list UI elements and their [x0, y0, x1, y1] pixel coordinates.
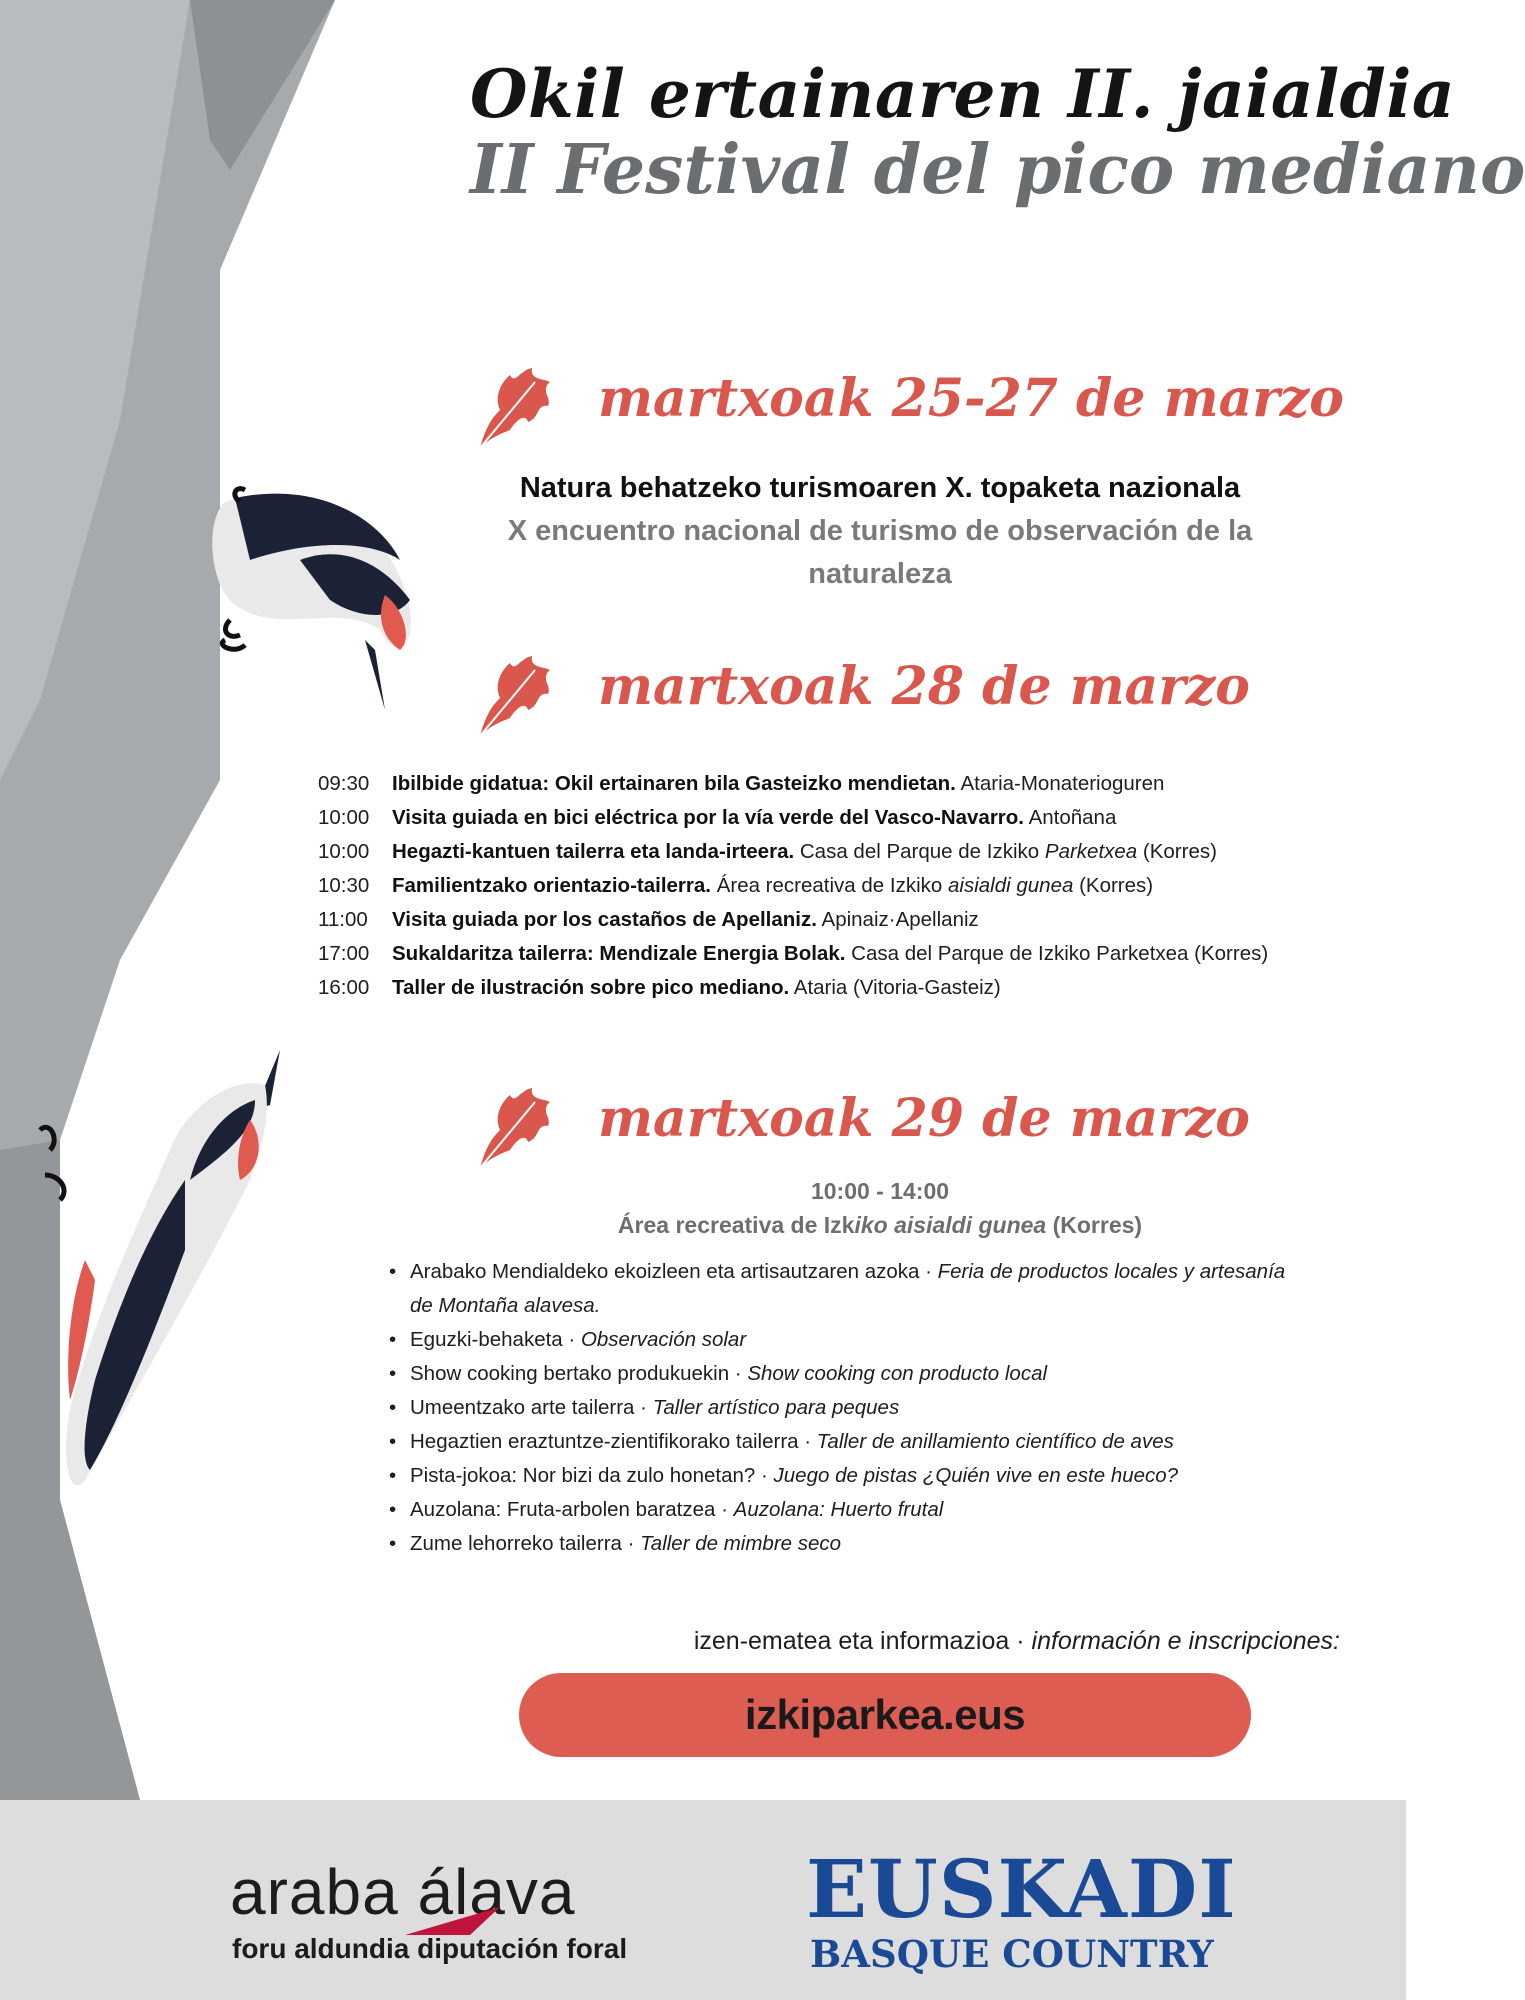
schedule-row	[318, 835, 1398, 869]
encuentro-basque: Natura behatzeko turismoaren X. topaketa nazionala	[519, 472, 1241, 504]
activity-spanish: Taller de anillamiento científico de aves	[816, 1430, 1174, 1453]
bullet-icon: •	[389, 1464, 397, 1487]
activity-basque: Eguzki-behaketa ·	[410, 1328, 576, 1351]
list-item	[386, 1323, 1286, 1357]
schedule-row	[318, 971, 1398, 1005]
activity-spanish: Juego de pistas ¿Quién vive en este hueco?	[773, 1464, 1179, 1487]
schedule-place-town: (Korres)	[1142, 840, 1217, 863]
day29-info	[440, 1174, 1320, 1242]
activity-spanish: Taller artístico para peques	[652, 1396, 900, 1419]
activity-basque: Pista-jokoa: Nor bizi da zulo honetan? ·	[410, 1464, 768, 1487]
schedule-list	[318, 767, 1398, 1005]
woodpecker-lower	[40, 1050, 280, 1485]
schedule-place-main: Casa del Parque de Izkiko	[799, 840, 1040, 863]
activity-spanish: Observación solar	[580, 1328, 747, 1351]
araba-logo-name: araba álava	[230, 1856, 576, 1928]
schedule-place: Casa del Parque de Izkiko Parketxea (Korres)	[851, 942, 1269, 965]
schedule-row	[318, 937, 1398, 971]
bullet-icon: •	[389, 1328, 397, 1351]
schedule-time: 10:30	[318, 874, 370, 897]
schedule-title: Sukaldaritza tailerra: Mendizale Energia Bolak.	[392, 942, 846, 965]
info-line	[440, 1627, 1340, 1656]
encuentro-block	[440, 468, 1320, 596]
activity-basque: Zume lehorreko tailerra ·	[410, 1532, 635, 1555]
bullet-icon: •	[389, 1532, 397, 1555]
euskadi-logo	[806, 1842, 1237, 1982]
schedule-time: 17:00	[318, 942, 370, 965]
list-item	[386, 1527, 1286, 1561]
list-item	[386, 1391, 1286, 1425]
schedule-row	[318, 903, 1398, 937]
activity-basque: Auzolana: Fruta-arbolen baratzea ·	[410, 1498, 728, 1521]
schedule-row	[318, 869, 1398, 903]
activity-spanish: Show cooking con producto local	[747, 1362, 1048, 1385]
bullet-icon: •	[389, 1396, 397, 1419]
schedule-title: Taller de ilustración sobre pico mediano.	[392, 976, 790, 999]
oak-leaf-icon	[470, 648, 560, 744]
info-basque: izen-ematea eta informazioa ·	[693, 1627, 1025, 1655]
schedule-time: 11:00	[318, 908, 368, 931]
schedule-place-town: (Korres)	[1079, 874, 1154, 897]
activity-basque: Arabako Mendialdeko ekoizleen eta artisautzaren azoka ·	[410, 1260, 932, 1283]
schedule-row	[318, 801, 1398, 835]
activity-basque: Umeentzako arte tailerra ·	[410, 1396, 647, 1419]
schedule-place	[800, 840, 1217, 863]
schedule-title: Visita guiada en bici eléctrica por la vía verde del Vasco-Navarro.	[392, 806, 1024, 829]
schedule-title: Ibilbide gidatua: Okil ertainaren bila Gasteizko mendietan.	[392, 772, 956, 795]
schedule-title: Hegazti-kantuen tailerra eta landa-irteera.	[392, 840, 795, 863]
activity-spanish: Feria de productos locales y artesanía de Montaña alavesa.	[410, 1260, 1286, 1317]
araba-alava-logo	[230, 1855, 660, 1975]
info-spanish: información e inscripciones:	[1031, 1627, 1340, 1655]
activity-spanish: Auzolana: Huerto frutal	[733, 1498, 944, 1521]
day29-place-italic: iko aisialdi gunea	[854, 1212, 1047, 1238]
date-label: martxoak 28 de marzo	[598, 656, 1250, 717]
oak-leaf-icon	[470, 1080, 560, 1176]
title-basque: Okil ertainaren II. jaialdia	[470, 55, 1456, 133]
day29-place	[440, 1208, 1320, 1242]
schedule-time: 10:00	[318, 840, 370, 863]
date-label: martxoak 25-27 de marzo	[598, 368, 1344, 429]
activity-spanish: Taller de mimbre seco	[640, 1532, 842, 1555]
schedule-place: Ataria-Monaterioguren	[960, 772, 1165, 795]
araba-logo-sub: foru aldundia diputación foral	[232, 1933, 628, 1964]
day29-place-main: Área recreativa de Izk	[617, 1212, 855, 1238]
bullet-icon: •	[389, 1362, 397, 1385]
list-item	[386, 1357, 1286, 1391]
schedule-place-italic: aisialdi gunea	[948, 874, 1074, 897]
list-item	[386, 1255, 1286, 1323]
bullet-icon: •	[389, 1498, 397, 1521]
schedule-title: Visita guiada por los castaños de Apellaniz.	[392, 908, 817, 931]
day29-time: 10:00 - 14:00	[810, 1178, 950, 1204]
date-heading-3	[470, 1080, 1370, 1176]
list-item	[386, 1459, 1286, 1493]
schedule-place-italic: Parketxea	[1044, 840, 1138, 863]
day29-place-town: (Korres)	[1052, 1212, 1143, 1238]
schedule-time: 10:00	[318, 806, 370, 829]
euskadi-logo-sub: BASQUE COUNTRY	[810, 1932, 1214, 1976]
activities-list	[386, 1255, 1286, 1561]
schedule-place: Apinaiz·Apellaniz	[821, 908, 979, 931]
bullet-icon: •	[389, 1430, 397, 1453]
euskadi-logo-name: EUSKADI	[806, 1842, 1237, 1936]
schedule-title: Familientzako orientazio-tailerra.	[392, 874, 711, 897]
oak-leaf-icon	[470, 360, 560, 456]
date-heading-1	[470, 360, 1370, 456]
title-spanish: II Festival del pico mediano	[470, 130, 1525, 210]
footer	[0, 1800, 1406, 2000]
schedule-place: Ataria (Vitoria-Gasteiz)	[793, 976, 1001, 999]
schedule-place	[717, 874, 1153, 897]
website-link[interactable]: izkiparkea.eus	[519, 1673, 1251, 1757]
list-item	[386, 1493, 1286, 1527]
schedule-row	[318, 767, 1398, 801]
list-item	[386, 1425, 1286, 1459]
date-label: martxoak 29 de marzo	[598, 1088, 1250, 1149]
bullet-icon: •	[389, 1260, 397, 1283]
schedule-time: 09:30	[318, 772, 370, 795]
schedule-place-main: Área recreativa de Izkiko	[716, 874, 943, 897]
schedule-time: 16:00	[318, 976, 370, 999]
activity-basque: Show cooking bertako produkuekin ·	[410, 1362, 742, 1385]
encuentro-spanish: X encuentro nacional de turismo de observación de la naturaleza	[507, 515, 1253, 590]
woodpecker-upper	[212, 489, 411, 710]
schedule-place: Antoñana	[1028, 806, 1117, 829]
date-heading-2	[470, 648, 1370, 744]
activity-basque: Hegaztien eraztuntze-zientifikorako tailerra ·	[410, 1430, 812, 1453]
